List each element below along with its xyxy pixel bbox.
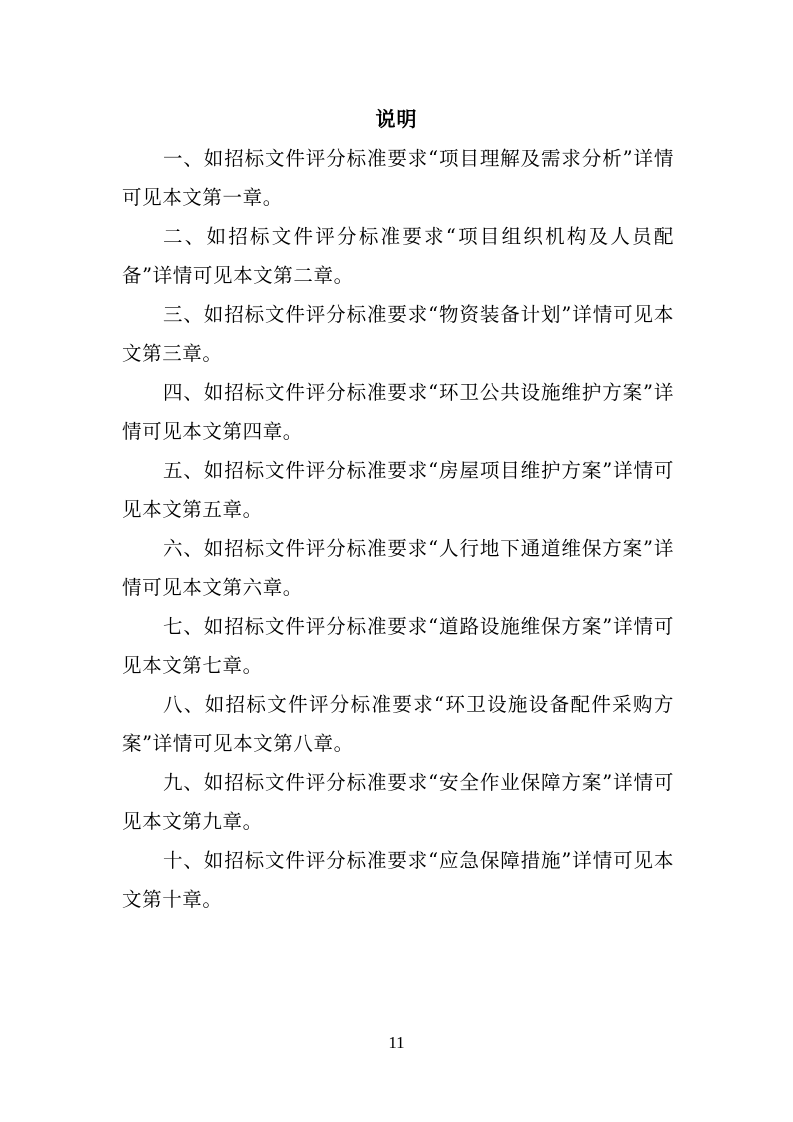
page-number: 11 bbox=[388, 1033, 405, 1052]
paragraph-5: 五、如招标文件评分标准要求“房屋项目维护方案”详情可见本文第五章。 bbox=[122, 459, 674, 521]
paragraph-3: 三、如招标文件评分标准要求“物资装备计划”详情可见本文第三章。 bbox=[122, 303, 674, 365]
paragraph-1: 一、如招标文件评分标准要求“项目理解及需求分析”详情可见本文第一章。 bbox=[122, 147, 674, 209]
paragraph-6: 六、如招标文件评分标准要求“人行地下通道维保方案”详情可见本文第六章。 bbox=[122, 537, 674, 599]
paragraph-10: 十、如招标文件评分标准要求“应急保障措施”详情可见本文第十章。 bbox=[122, 849, 674, 911]
paragraph-4: 四、如招标文件评分标准要求“环卫公共设施维护方案”详情可见本文第四章。 bbox=[122, 381, 674, 443]
paragraph-2: 二、如招标文件评分标准要求“项目组织机构及人员配备”详情可见本文第二章。 bbox=[122, 225, 674, 287]
paragraph-9: 九、如招标文件评分标准要求“安全作业保障方案”详情可见本文第九章。 bbox=[122, 771, 674, 833]
document-body bbox=[122, 139, 674, 919]
paragraph-8: 八、如招标文件评分标准要求“环卫设施设备配件采购方案”详情可见本文第八章。 bbox=[122, 693, 674, 755]
page-title: 说明 bbox=[375, 107, 418, 131]
paragraph-7: 七、如招标文件评分标准要求“道路设施维保方案”详情可见本文第七章。 bbox=[122, 615, 674, 677]
